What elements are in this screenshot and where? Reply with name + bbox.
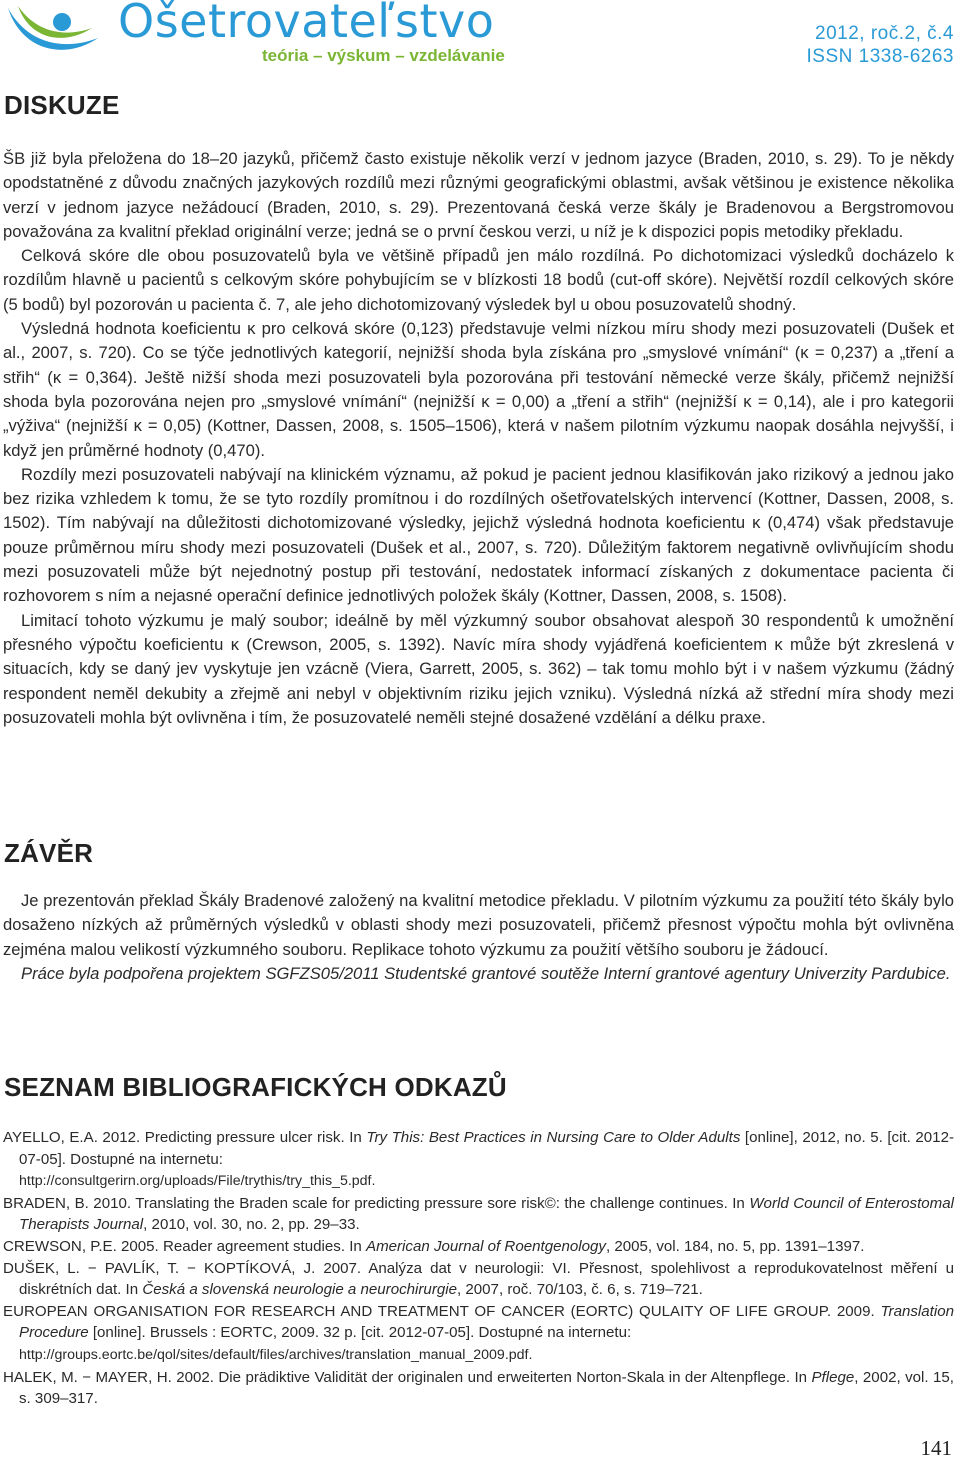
ref-source: Translation Procedure [19, 1302, 954, 1342]
ref-text: [online], 2012, no. 5. [cit. 2012-07-05]. Dostupné na internetu: [19, 1129, 954, 1168]
ref-text: DUŠEK, L. − PAVLÍK, T. − KOPTÍKOVÁ, J. 2007. Analýza dat v neurologii: VI. Přesnost, spolehlivost a reprodukovatelnost měření u diskrétních dat. In [3, 1259, 954, 1299]
ref-text: , 2005, vol. 184, no. 5, pp. 1391–1397. [605, 1237, 865, 1255]
reference-item [3, 1367, 954, 1410]
issn: ISSN 1338-6263 [806, 46, 954, 67]
ref-source: American Journal of Roentgenology [366, 1237, 606, 1255]
ref-text: [online]. Brussels : EORTC, 2009. 32 p. [cit. 2012-07-05]. Dostupné na internetu: [88, 1324, 632, 1342]
issue-info [807, 22, 955, 68]
ref-text: BRADEN, B. 2010. Translating the Braden scale for predicting pressure sore risk©: the challenge continues. In [3, 1194, 750, 1212]
page-number: 141 [920, 1436, 952, 1460]
reference-item [3, 1301, 954, 1367]
acknowledgement: Práce byla podpořena projektem SGFZS05/2011 Studentské grantové soutěže Interní grantové agentury Univerzity Pardubice. [21, 963, 951, 983]
reference-item [3, 1236, 954, 1258]
ref-source: World Council of Enterostomal Therapists Journal [19, 1194, 954, 1234]
section-heading-zaver: ZÁVĚR [4, 838, 94, 868]
ref-source: Pflege [811, 1368, 855, 1386]
reference-item [3, 1258, 954, 1301]
section-body-zaver [3, 889, 954, 986]
ref-text: , 2002, vol. 15, s. 309–317. [19, 1368, 954, 1408]
ref-text: HALEK, M. − MAYER, H. 2002. Die prädiktive Validität der originalen und erweiterten Norton-Skala in der Altenpflege. In [3, 1368, 812, 1386]
section-heading-diskuze: DISKUZE [4, 90, 120, 120]
journal-header [0, 0, 960, 80]
paragraph: Celková skóre dle obou posuzovatelů byla ve většině případů jen málo rozdílná. Po dichotomizaci výsledků docházelo k rozdílům hlavně u pacientů s celkovým skóre pohybujícím se v blízkosti 18 bodů (cut-off skóre). Největší rozdíl celkových skóre (5 bodů) byl pozorován u pacienta č. 7, ale jeho dichotomizovaný výsledek byl u obou posuzovatelů shodný. [3, 246, 954, 314]
ref-url: http://groups.eortc.be/qol/sites/default/files/archives/translation_manual_2009.pdf. [19, 1346, 533, 1363]
ref-source: Česká a slovenská neurologie a neurochirurgie [142, 1281, 457, 1299]
ref-source: Try This: Best Practices in Nursing Care to Older Adults [366, 1129, 741, 1146]
ref-text: CREWSON, P.E. 2005. Reader agreement studies. In [3, 1237, 366, 1255]
ref-text: EUROPEAN ORGANISATION FOR RESEARCH AND TREATMENT OF CANCER (EORTC) QULAITY OF LIFE GROUP. 2009. [3, 1302, 881, 1320]
reference-list [3, 1127, 954, 1410]
ref-text: , 2010, vol. 30, no. 2, pp. 29–33. [143, 1216, 360, 1234]
section-body-diskuze [3, 147, 954, 730]
paragraph: Rozdíly mezi posuzovateli nabývají na klinickém významu, až pokud je pacient jednou klasifikován jako rizikový a jednou jako bez rizika vzhledem k tomu, že se tyto rozdíly promítnou i do rozdílných ošetřovatelských intervencí (Kottner, Dassen, 2008, s. 1502). Tím nabývají na důležitosti dichotomizované výsledky, jejichž výsledná hodnota koeficientu κ (0,474) však představuje pouze průměrnou míru shody mezi posuzovateli (Dušek et al., 2007, s. 720). Důležitým faktorem negativně ovlivňujícím shodu mezi posuzovateli může být nejednotný postup při testování, nedostatek informací získaných z dokumentace pacienta či rozhovorem s ním a nejasné operační definice jednotlivých položek škály (Kottner, Dassen, 2008, s. 1508). [3, 464, 954, 606]
paragraph: Je prezentován překlad Škály Bradenové založený na kvalitní metodice překladu. V pilotním výzkumu za použití této škály bylo dosaženo nízkých až průměrných výsledků v oblasti shody mezi posuzovateli, přičemž přesnost výpočtu mohla být ovlivněna zejména malou velikostí výzkumného souboru. Replikace tohoto výzkumu za použití většího souboru je žádoucí. [3, 891, 954, 959]
journal-logo-icon [2, 2, 102, 64]
issue-volume: 2012, roč.2, č.4 [815, 23, 954, 44]
reference-item [3, 1127, 954, 1193]
paragraph: ŠB již byla přeložena do 18–20 jazyků, přičemž často existuje několik verzí v jednom jazyce (Braden, 2010, s. 29). To je někdy opodstatněné z důvodu značných jazykových rozdílů mezi různými geografickými oblastmi, avšak většinou je existence několika verzí v jednom jazyce nežádoucí (Braden, 2010, s. 29). Prezentovaná česká verze škály je Bradenovou a Bergstromovou považována za kvalitní překlad originální verze; jedná se o první českou verzi, u níž je k dispozici popis metodiky překladu. [3, 149, 954, 241]
ref-text: , 2007, roč. 70/103, č. 6, s. 719–721. [456, 1281, 703, 1299]
journal-logo-subtitle: teória – výskum – vzdelávanie [262, 46, 505, 65]
paragraph: Výsledná hodnota koeficientu κ pro celková skóre (0,123) představuje velmi nízkou míru shody mezi posuzovateli (Dušek et al., 2007, s. 720). Co se týče jednotlivých kategorií, nejnižší shoda byla získána pro „smyslové vnímání“ (κ = 0,237) a „tření a střih“ (κ = 0,364). Ještě nižší shoda mezi posuzovateli byla pozorována při testování německé verze škály, přičemž nejnižší shoda byla pozorována nejen pro „smyslové vnímání“ (nejnižší κ = 0,00) a „tření a střih“ (nejnižší κ = 0,14), ale i pro kategorii „výživa“ (nejnižší κ = 0,05) (Kottner, Dassen, 2008, s. 1505–1506), která v našem pilotním výzkumu naopak dosáhla nejvyšší, i když jen průměrné hodnoty (0,470). [3, 319, 954, 460]
section-heading-references: SEZNAM BIBLIOGRAFICKÝCH ODKAZŮ [4, 1072, 507, 1102]
ref-url: http://consultgerirn.org/uploads/File/trythis/try_this_5.pdf. [19, 1173, 376, 1190]
journal-logo-title: Ošetrovateľstvo [118, 0, 495, 48]
paragraph: Limitací tohoto výzkumu je malý soubor; ideálně by měl výzkumný soubor obsahovat alespoň 30 respondentů k umožnění přesného výpočtu koeficientu κ (Crewson, 2005, s. 1392). Navíc míra shody vyjádřená koeficientem κ může být zkreslená v situacích, kdy se daný jev vyskytuje jen vzácně (Viera, Garrett, 2005, s. 362) – tak tomu mohlo být i v našem výzkumu (žádný respondent neměl dekubity a zřejmě ani nebyl v objektivním riziku jejich vzniku). Výsledná nízká až střední míra shody mezi posuzovateli mohla být ovlivněna i tím, že posuzovatelé neměli stejné dosažené vzdělání a délku praxe. [3, 610, 954, 727]
reference-item [3, 1193, 954, 1236]
ref-text: AYELLO, E.A. 2012. Predicting pressure ulcer risk. In [3, 1129, 367, 1146]
